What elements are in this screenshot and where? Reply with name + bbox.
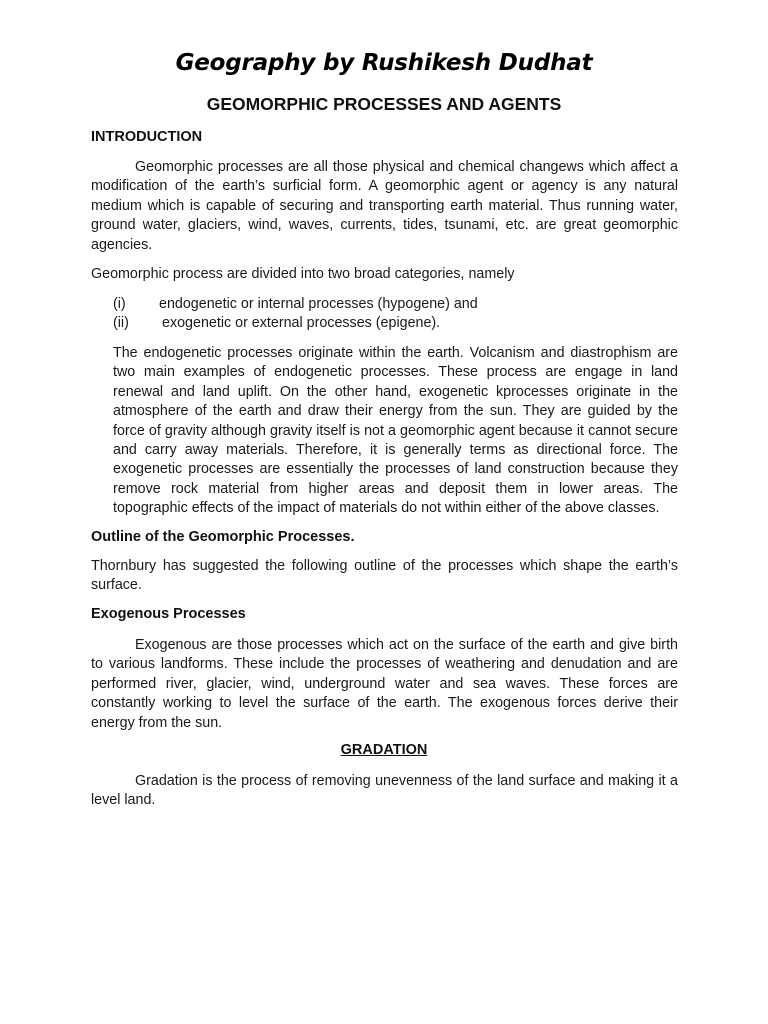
exogenous-paragraph: Exogenous are those processes which act on the surface of the earth and give birth to various landforms. These include the processes of weathering and denudation and are performed river, glacier, wind, underground water and sea waves. These forces are constantly working to level the surface of the earth. The exogenous forces derive their energy from the sun.: [91, 637, 678, 731]
list-item: [113, 314, 673, 333]
introduction-paragraph-1: Geomorphic processes are all those physical and chemical changews which affect a modification of the earth’s surficial form. A geomorphic agent or agency is any natural medium which is capable of securing and transporting earth material. Thus running water, ground water, glaciers, wind, waves, currents, tides, tsunami, etc. are great geomorphic agencies.: [91, 159, 678, 253]
document-title: GEOMORPHIC PROCESSES AND AGENTS: [206, 94, 562, 114]
list-item-text: endogenetic or internal processes (hypogene) and: [159, 296, 478, 312]
exogenous-heading: Exogenous Processes: [91, 606, 246, 622]
list-item-number: (i): [113, 296, 126, 312]
introduction-paragraph-3: The endogenetic processes originate within the earth. Volcanism and diastrophism are two main examples of endogenetic processes. These process are engage in land renewal and land uplift. On the other hand, exogenetic kprocesses originate in the atmosphere of the earth and draw their energy from the sun. They are guided by the force of gravity although gravity itself is not a geomorphic agent because it cannot secure and carry away materials. Therefore, it is generally terms as directional force. The exogenetic processes are essentially the processes of land construction because they remove rock material from higher areas and deposit them in lower areas. The topographic effects of the impact of materials do not within either of the above classes.: [113, 345, 678, 517]
process-category-list: [113, 295, 673, 334]
list-item-text: exogenetic or external processes (epigene).: [162, 315, 441, 332]
outline-heading: Outline of the Geomorphic Processes.: [91, 529, 355, 545]
gradation-heading: GRADATION: [340, 742, 428, 758]
page-header-title: Geography by Rushikesh Dudhat: [175, 50, 593, 76]
list-item-number: (ii): [113, 315, 129, 332]
outline-paragraph: Thornbury has suggested the following outline of the processes which shape the earth’s surface.: [91, 558, 678, 594]
introduction-heading: INTRODUCTION: [91, 129, 203, 145]
list-item: [113, 295, 673, 314]
gradation-paragraph: Gradation is the process of removing unevenness of the land surface and making it a level land.: [91, 773, 678, 809]
introduction-paragraph-2: Geomorphic process are divided into two broad categories, namely: [91, 266, 515, 282]
